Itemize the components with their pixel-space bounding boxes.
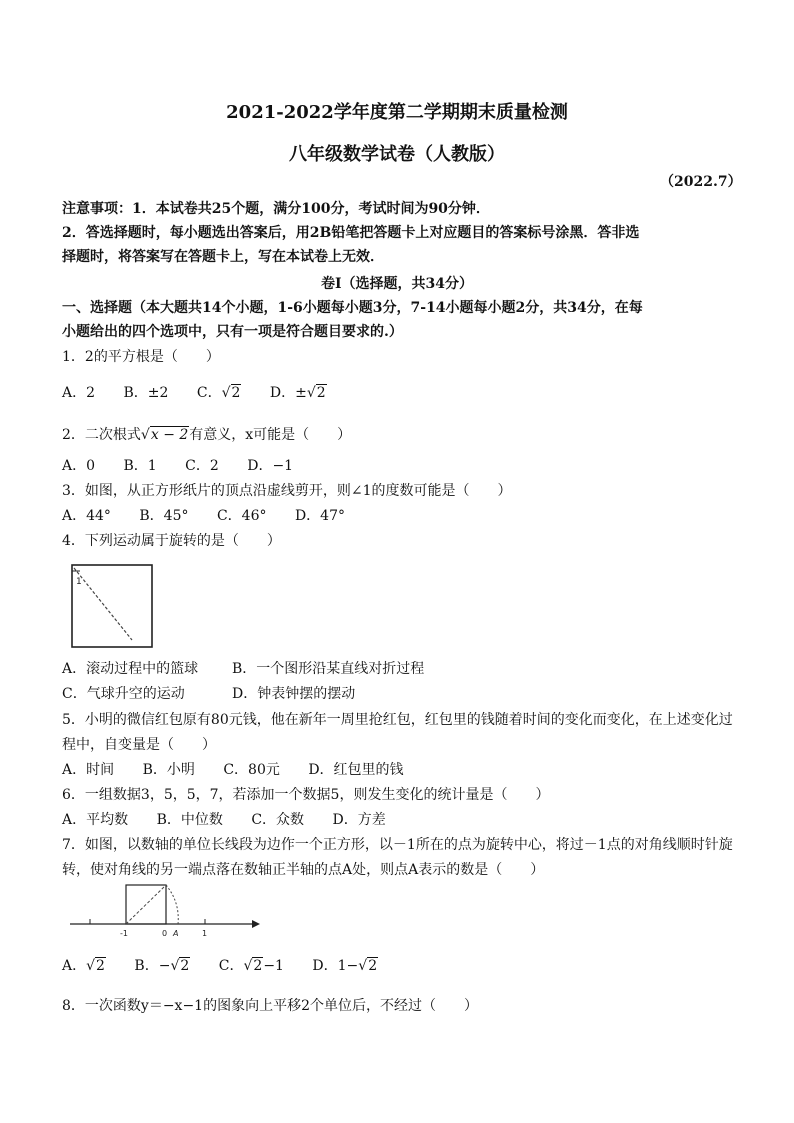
question-4-options-row-2 [62,684,355,704]
q5-option-d: D．红包里的钱 [308,762,404,778]
square-paper-figure [66,560,158,652]
q3-option-d: D．47° [294,508,345,524]
q2-option-d: D．−1 [247,458,294,474]
question-3-options [62,506,369,526]
question-6-stem: 6．一组数据3，5，5，7，若添加一个数据5，则发生变化的统计量是（ ） [62,787,550,803]
sqrt-symbol: √2 [86,958,105,974]
q7-option-b-prefix: B．− [134,958,171,974]
q4-option-c: C．气球升空的运动 [62,686,185,702]
q7-option-c-radicand: 2 [253,958,263,974]
axis-arrow [252,920,260,928]
q5-option-b: B．小明 [142,762,195,778]
question-4-stem: 4．下列运动属于旋转的是（ ） [62,533,281,549]
q7-option-d [312,956,378,976]
sqrt-symbol: √x − 2 [140,427,189,443]
angle-label: 1 [76,577,82,587]
q1-option-d-radicand: 2 [316,385,326,401]
q4-option-b: B．一个图形沿某直线对折过程 [232,661,425,677]
notes-line-1: 注意事项：1．本试卷共25个题，满分100分，考试时间为90分钟． [62,201,490,217]
q7-option-a [62,956,106,976]
question-1-stem: 1．2的平方根是（ ） [62,349,220,365]
question-7-stem-2: 转，使对角线的另一端点落在数轴正半轴的点A处，则点A表示的数是（ ） [62,862,545,878]
rotation-arc-dashed [166,885,178,924]
question-7-stem-1: 7．如图，以数轴的单位长线段为边作一个正方形，以－1所在的点为旋转中心，将过－1点的对角线顺时针旋 [62,837,733,853]
number-line-figure [66,880,262,940]
q2-option-a: A．0 [62,458,96,474]
q1-option-c [197,383,242,403]
question-7-options [62,956,402,976]
question-3-stem: 3．如图，从正方形纸片的顶点沿虚线剪开，则∠1的度数可能是（ ） [62,483,512,499]
q2-option-b: B．1 [123,458,157,474]
q1-option-b: B．±2 [123,385,169,401]
question-4-options-row-1 [62,659,424,679]
exam-date: （2022.7） [660,174,742,190]
q7-option-c-suffix: −1 [263,958,284,974]
q5-option-c: C．80元 [223,762,280,778]
q1-option-c-radicand: 2 [231,385,241,401]
q7-option-c-prefix: C． [218,958,244,974]
q3-option-c: C．46° [216,508,267,524]
q1-option-d [270,383,327,403]
sqrt-symbol: √2 [170,958,190,974]
question-5-options [62,760,428,780]
notes-line-2: 2．答选择题时，每小题选出答案后，用2B铅笔把答题卡上对应题目的答案标号涂黑．答非选 [62,225,640,241]
q7-option-a-radicand: 2 [96,958,105,974]
q4-option-d: D．钟表钟摆的摆动 [232,686,356,702]
q3-option-b: B．45° [139,508,189,524]
sqrt-symbol: √2 [221,385,241,401]
q1-option-d-prefix: D．± [269,385,307,401]
section-instruction-1: 一、选择题（本大题共14个小题，1-6小题每小题3分，7-14小题每小题2分，共34分，在每 [62,300,643,316]
q7-option-b [134,956,190,976]
question-5-stem-1: 5．小明的微信红包原有80元钱，他在新年一周里抢红包，红包里的钱随着时间的变化而变化，在上述变化过 [62,712,733,728]
q7-option-a-prefix: A． [62,958,87,974]
q4-option-a: A．滚动过程中的篮球 [62,661,199,677]
q2-stem-pre: 2．二次根式 [62,427,141,443]
exam-title: 2021-2022学年度第二学期期末质量检测 [226,102,568,123]
sqrt-symbol: √2 [306,385,326,401]
exam-subtitle: 八年级数学试卷（人教版） [289,144,505,165]
question-6-options [62,810,410,830]
q6-option-b: B．中位数 [156,812,223,828]
q6-option-c: C．众数 [251,812,305,828]
label-A: A [173,929,179,938]
question-8-stem: 8．一次函数y＝−x−1的图象向上平移2个单位后，不经过（ ） [62,998,478,1014]
q7-option-d-prefix: D．1− [312,958,359,974]
q2-radicand: x − 2 [150,427,189,443]
q7-option-d-radicand: 2 [368,958,378,974]
q5-option-a: A．时间 [62,762,115,778]
q2-option-c: C．2 [185,458,219,474]
q7-option-c [219,956,284,976]
section-instruction-2: 小题给出的四个选项中，只有一项是符合题目要求的.） [62,324,403,340]
sqrt-symbol: √2 [358,958,378,974]
question-2-options [62,456,317,476]
question-5-stem-2: 程中，自变量是（ ） [62,737,216,753]
section-title: 卷Ⅰ（选择题，共34分） [320,276,474,292]
q6-option-a: A．平均数 [62,812,129,828]
q1-option-c-prefix: C． [196,385,222,401]
q2-stem-post: 有意义，x可能是（ ） [189,427,352,443]
label-1: 1 [202,929,208,938]
q6-option-d: D．方差 [332,812,386,828]
label-0: 0 [162,929,168,938]
q7-option-b-radicand: 2 [180,958,190,974]
square-diagonal-dashed [126,885,166,924]
cut-line-dashed [74,568,132,640]
label-minus-1: -1 [120,929,128,938]
q3-option-a: A．44° [62,508,111,524]
sqrt-symbol: √2 [243,958,263,974]
q1-option-a: A．2 [62,385,96,401]
question-1-options [62,383,351,403]
square-outline [72,565,152,647]
question-2-stem [62,425,351,445]
notes-line-3: 择题时，将答案写在答题卡上，写在本试卷上无效． [62,249,384,265]
